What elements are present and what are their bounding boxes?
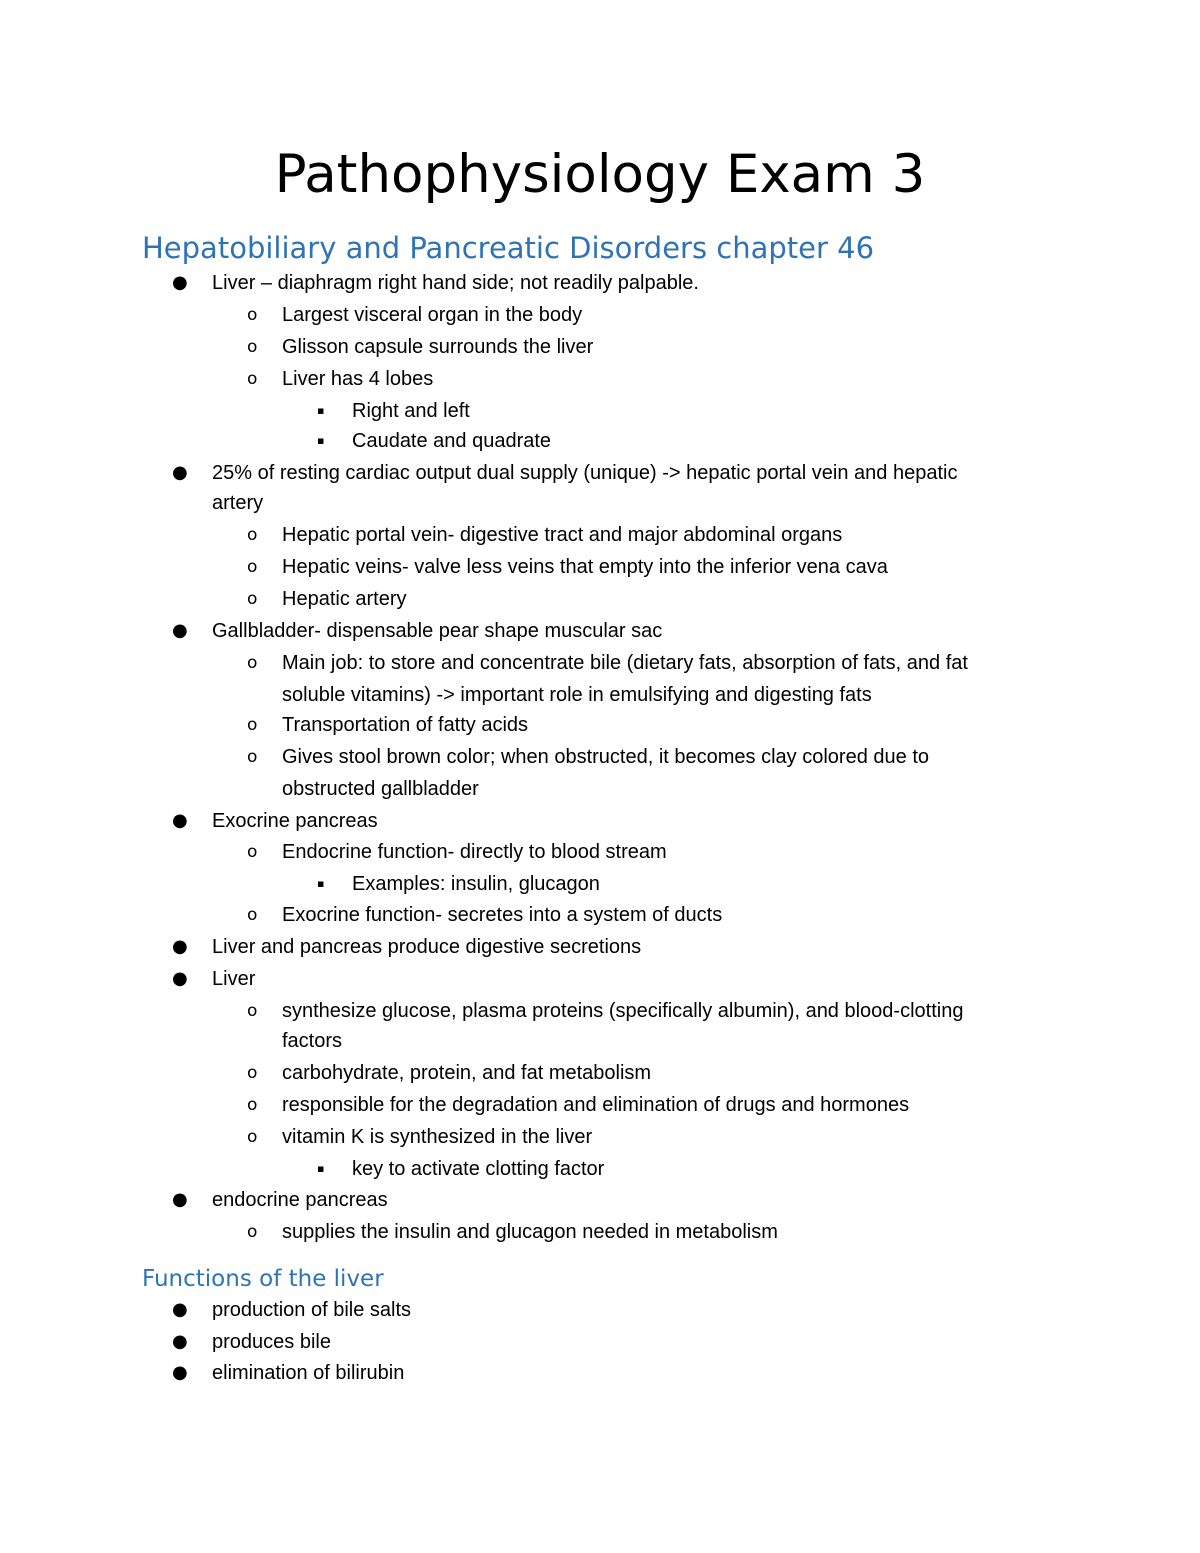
list-item: vitamin K is synthesized in the liver: [282, 1126, 593, 1148]
list-item: Liver and pancreas produce digestive secretions: [212, 936, 642, 958]
list-item: production of bile salts: [212, 1299, 412, 1321]
bullet-level1-icon: ●: [172, 1331, 188, 1352]
list-item: Hepatic veins- valve less veins that empty into the inferior vena cava: [282, 556, 888, 578]
bullet-level2-icon: o: [247, 305, 258, 325]
list-item: artery: [212, 492, 264, 514]
list-item: Liver has 4 lobes: [282, 368, 434, 390]
list-item: key to activate clotting factor: [352, 1158, 605, 1180]
bullet-level2-icon: o: [247, 525, 258, 545]
bullet-level2-icon: o: [247, 1063, 258, 1083]
bullet-level1-icon: ●: [172, 1299, 188, 1320]
bullet-level2-icon: o: [247, 842, 258, 862]
bullet-level1-icon: ●: [172, 936, 188, 957]
bullet-level3-icon: ▪: [317, 1162, 325, 1175]
list-item: Endocrine function- directly to blood stream: [282, 841, 667, 863]
list-item: soluble vitamins) -> important role in emulsifying and digesting fats: [282, 684, 872, 706]
bullet-level3-icon: ▪: [317, 434, 325, 447]
list-item: Caudate and quadrate: [352, 430, 552, 452]
list-item: obstructed gallbladder: [282, 778, 479, 800]
bullet-level2-icon: o: [247, 1222, 258, 1242]
bullet-level2-icon: o: [247, 747, 258, 767]
bullet-level1-icon: ●: [172, 462, 188, 483]
list-item: Hepatic artery: [282, 588, 407, 610]
bullet-level2-icon: o: [247, 715, 258, 735]
list-item: produces bile: [212, 1331, 331, 1353]
list-item: Hepatic portal vein- digestive tract and major abdominal organs: [282, 524, 843, 546]
bullet-level2-icon: o: [247, 369, 258, 389]
list-item: elimination of bilirubin: [212, 1362, 405, 1384]
list-item: Exocrine pancreas: [212, 810, 378, 832]
bullet-level1-icon: ●: [172, 968, 188, 989]
bullet-level2-icon: o: [247, 1127, 258, 1147]
section-heading-liver-functions: Functions of the liver: [142, 1266, 384, 1292]
list-item: Liver: [212, 968, 256, 990]
bullet-level1-icon: ●: [172, 1362, 188, 1383]
list-item: Liver – diaphragm right hand side; not readily palpable.: [212, 272, 699, 294]
bullet-level2-icon: o: [247, 1095, 258, 1115]
list-item: 25% of resting cardiac output dual supply (unique) -> hepatic portal vein and hepatic: [212, 462, 958, 484]
bullet-level3-icon: ▪: [317, 877, 325, 890]
list-item: Main job: to store and concentrate bile (dietary fats, absorption of fats, and fat: [282, 652, 968, 674]
bullet-level2-icon: o: [247, 905, 258, 925]
list-item: Examples: insulin, glucagon: [352, 873, 600, 895]
list-item: responsible for the degradation and elimination of drugs and hormones: [282, 1094, 910, 1116]
bullet-level1-icon: ●: [172, 620, 188, 641]
list-item: Glisson capsule surrounds the liver: [282, 336, 594, 358]
list-item: Exocrine function- secretes into a system of ducts: [282, 904, 723, 926]
list-item: Gallbladder- dispensable pear shape muscular sac: [212, 620, 663, 642]
page-title: Pathophysiology Exam 3: [274, 144, 926, 205]
list-item: synthesize glucose, plasma proteins (specifically albumin), and blood-clotting: [282, 1000, 964, 1022]
list-item: Gives stool brown color; when obstructed, it becomes clay colored due to: [282, 746, 929, 768]
bullet-level1-icon: ●: [172, 810, 188, 831]
list-item: Largest visceral organ in the body: [282, 304, 583, 326]
bullet-level1-icon: ●: [172, 1189, 188, 1210]
bullet-level2-icon: o: [247, 653, 258, 673]
bullet-level3-icon: ▪: [317, 404, 325, 417]
bullet-level2-icon: o: [247, 1001, 258, 1021]
section-heading-hepatobiliary: Hepatobiliary and Pancreatic Disorders chapter 46: [142, 231, 875, 265]
list-item: factors: [282, 1030, 343, 1052]
list-item: supplies the insulin and glucagon needed in metabolism: [282, 1221, 778, 1243]
list-item: Right and left: [352, 400, 470, 422]
bullet-level2-icon: o: [247, 557, 258, 577]
list-item: endocrine pancreas: [212, 1189, 388, 1211]
list-item: Transportation of fatty acids: [282, 714, 529, 736]
list-item: carbohydrate, protein, and fat metabolism: [282, 1062, 652, 1084]
bullet-level2-icon: o: [247, 589, 258, 609]
bullet-level1-icon: ●: [172, 272, 188, 293]
bullet-level2-icon: o: [247, 337, 258, 357]
